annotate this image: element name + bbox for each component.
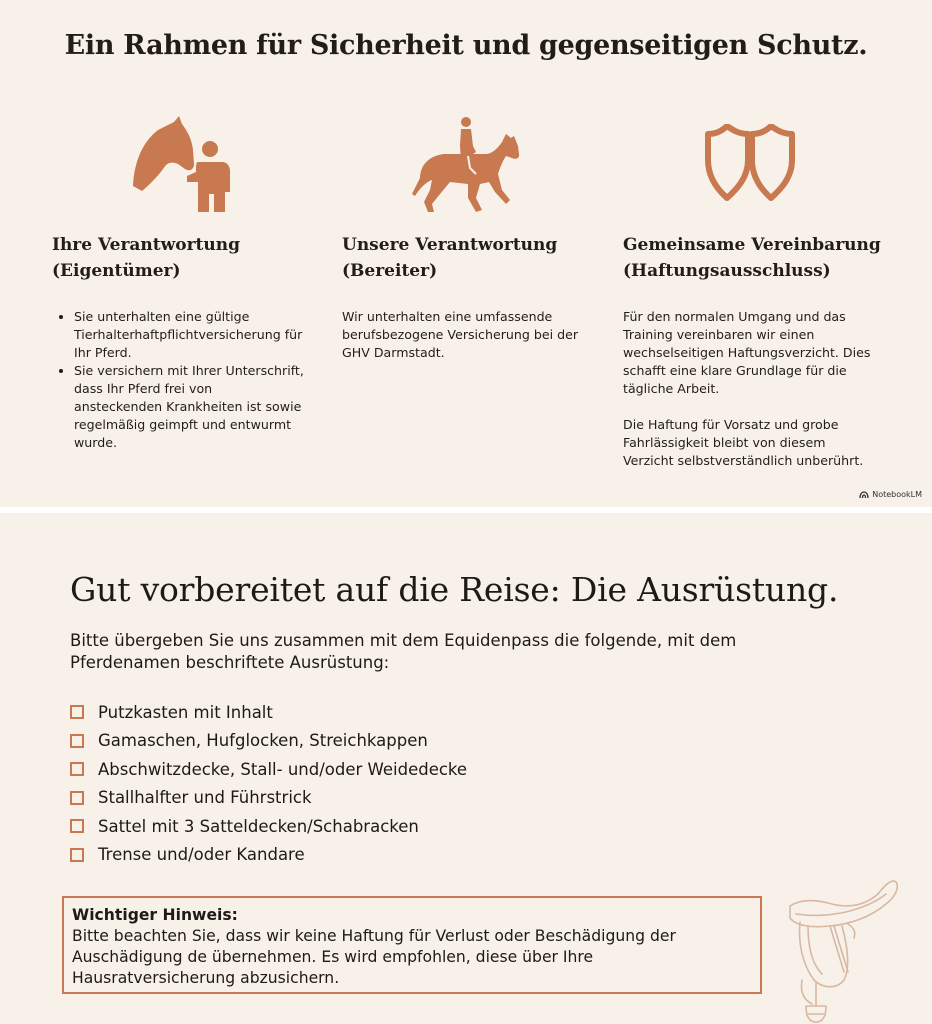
owner-bullet: • Sie unterhalten eine gültige Tierhalterhaftpflichtversicherung für Ihr Pferd. bbox=[74, 308, 304, 362]
rider-icon bbox=[410, 116, 522, 214]
checklist-item-label: Sattel mit 3 Satteldecken/Schabracken bbox=[98, 816, 419, 836]
checkbox[interactable] bbox=[70, 762, 84, 776]
checklist-item[interactable] bbox=[70, 755, 467, 784]
checklist-item-label: Trense und/oder Kandare bbox=[98, 845, 305, 865]
owner-heading-line2: (Eigentümer) bbox=[52, 261, 181, 281]
slide2-title: Gut vorbereitet auf die Reise: Die Ausrüstung. bbox=[70, 570, 839, 609]
checklist-item[interactable] bbox=[70, 841, 467, 870]
watermark-text: NotebookLM bbox=[872, 490, 922, 499]
double-shield-icon bbox=[700, 124, 800, 202]
saddle-illustration-icon bbox=[782, 868, 902, 1024]
trainer-body bbox=[342, 308, 582, 362]
notebooklm-watermark bbox=[859, 490, 922, 499]
owner-body bbox=[52, 308, 304, 452]
trainer-heading-line2: (Bereiter) bbox=[342, 261, 438, 281]
slide1-title: Ein Rahmen für Sicherheit und gegenseitigen Schutz. bbox=[64, 30, 868, 61]
owner-bullet-list bbox=[52, 308, 304, 452]
important-notice-box bbox=[62, 896, 762, 994]
trainer-heading-line1: Unsere Verantwortung bbox=[342, 235, 558, 255]
trainer-heading bbox=[342, 232, 612, 284]
agreement-heading bbox=[623, 232, 893, 284]
checkbox[interactable] bbox=[70, 848, 84, 862]
column-agreement bbox=[623, 232, 893, 470]
agreement-heading-line2: (Haftungsausschluss) bbox=[623, 261, 831, 281]
checklist-item[interactable] bbox=[70, 812, 467, 841]
owner-heading bbox=[52, 232, 322, 284]
checklist-item[interactable] bbox=[70, 698, 467, 727]
notice-text: Bitte beachten Sie, dass wir keine Haftung für Verlust oder Beschädigung der Auschädigung de übernehmen. Es wird empfohlen, diese über Ihre Hausratversicherung abzusichern. bbox=[72, 927, 676, 987]
checkbox[interactable] bbox=[70, 791, 84, 805]
owner-bullet: • Sie versichern mit Ihrer Unterschrift, dass Ihr Pferd frei von ansteckenden Krankheiten ist sowie regelmäßig geimpft und entwurmt wurde. bbox=[74, 362, 304, 452]
horse-person-icon bbox=[130, 116, 240, 212]
column-owner bbox=[52, 232, 322, 452]
checklist-item[interactable] bbox=[70, 727, 467, 756]
equipment-intro: Bitte übergeben Sie uns zusammen mit dem Equidenpass die folgende, mit dem Pferdenamen beschriftete Ausrüstung: bbox=[70, 631, 737, 672]
checklist-item[interactable] bbox=[70, 784, 467, 813]
checklist-item-label: Putzkasten mit Inhalt bbox=[98, 702, 273, 722]
equipment-checklist bbox=[70, 698, 467, 869]
slide-equipment bbox=[0, 513, 932, 1024]
checkbox[interactable] bbox=[70, 705, 84, 719]
checkbox[interactable] bbox=[70, 819, 84, 833]
agreement-heading-line1: Gemeinsame Vereinbarung bbox=[623, 235, 881, 255]
notice-heading: Wichtiger Hinweis: bbox=[72, 906, 238, 924]
agreement-paragraph-2: Die Haftung für Vorsatz und grobe Fahrlässigkeit bleibt von diesem Verzicht selbstverständlich unberührt. bbox=[623, 417, 864, 468]
agreement-body bbox=[623, 308, 875, 470]
agreement-paragraph-1: Für den normalen Umgang und das Training vereinbaren wir einen wechselseitigen Haftungsverzicht. Dies schafft eine klare Grundlage für die tägliche Arbeit. bbox=[623, 309, 871, 396]
checklist-item-label: Gamaschen, Hufglocken, Streichkappen bbox=[98, 731, 428, 751]
owner-heading-line1: Ihre Verantwortung bbox=[52, 235, 241, 255]
checklist-item-label: Abschwitzdecke, Stall- und/oder Weidedecke bbox=[98, 759, 468, 779]
trainer-text: Wir unterhalten eine umfassende berufsbezogene Versicherung bei der GHV Darmstadt. bbox=[342, 309, 579, 360]
checkbox[interactable] bbox=[70, 734, 84, 748]
column-trainer bbox=[342, 232, 612, 362]
slide-safety-framework bbox=[0, 0, 932, 507]
checklist-item-label: Stallhalfter und Führstrick bbox=[98, 788, 312, 808]
notebooklm-logo-icon bbox=[859, 491, 869, 499]
